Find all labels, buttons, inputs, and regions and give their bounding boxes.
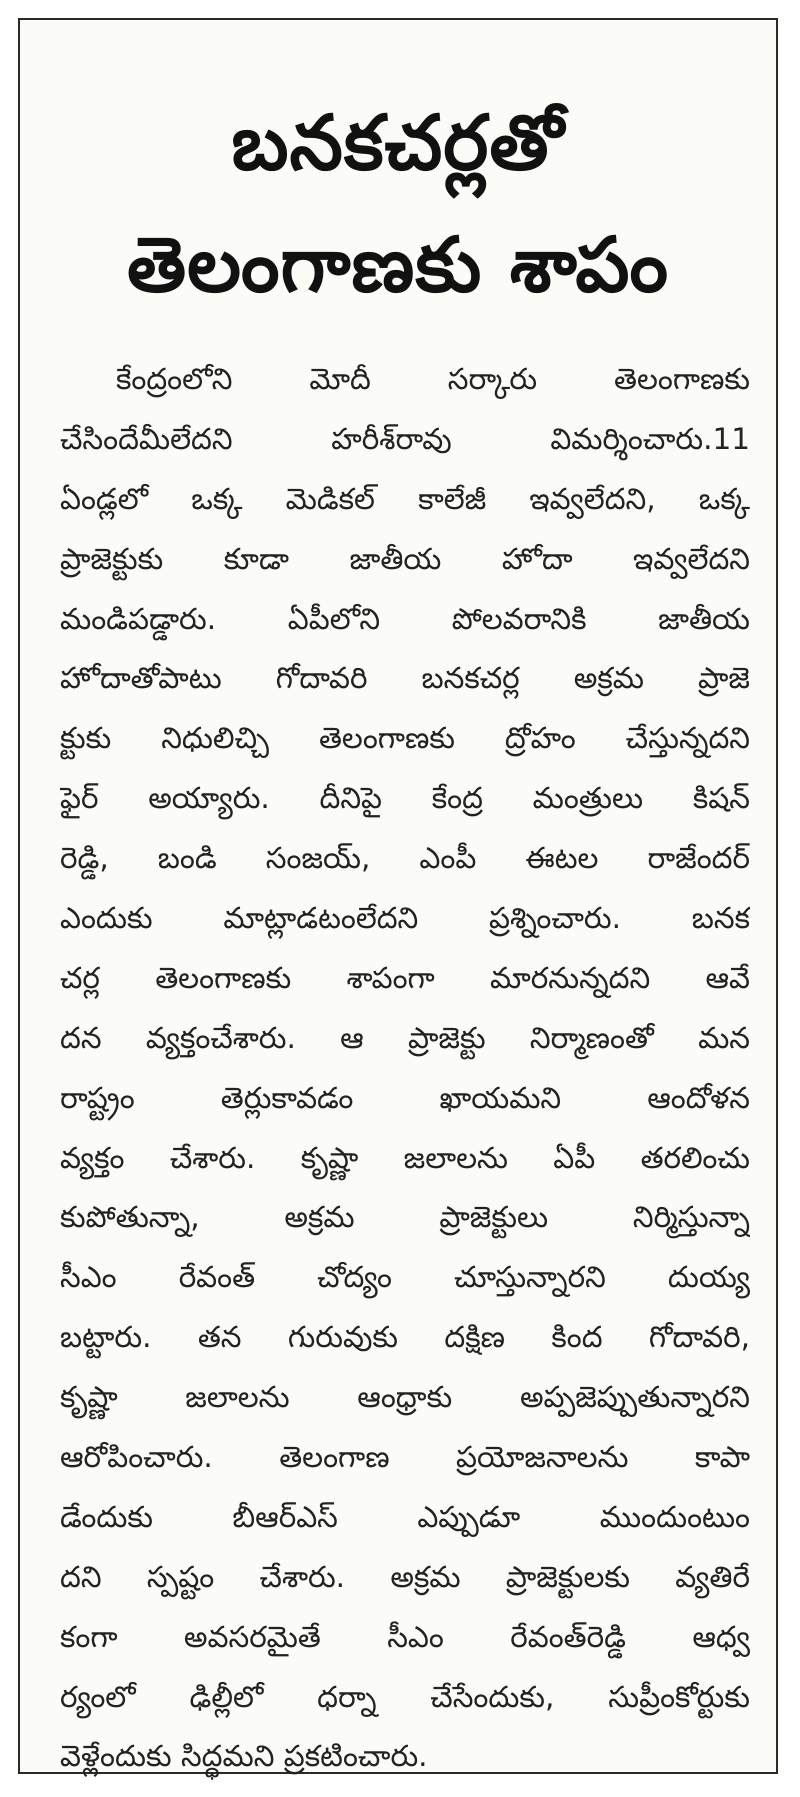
body-line: రాష్ట్రం తెర్లుకావడం ఖాయమని ఆందోళన xyxy=(60,1080,750,1115)
body-line: వెళ్లేందుకు సిద్ధమని ప్రకటించారు. xyxy=(60,1739,428,1774)
body-line: ఎందుకు మాట్లాడటంలేదని ప్రశ్నించారు. బనక xyxy=(60,901,750,936)
body-line: డేందుకు బీఆర్ఎస్ ఎప్పుడూ ముందుంటుం xyxy=(60,1499,750,1534)
body-line: రెడ్డి, బండి సంజయ్, ఎంపీ ఈటల రాజేందర్ xyxy=(60,841,750,876)
body-line: కంగా అవసరమైతే సీఎం రేవంత్‌రెడ్డి ఆధ్వ xyxy=(60,1619,750,1654)
body-line: ర్యంలో ఢిల్లీలో ధర్నా చేసేందుకు, సుప్రీంకోర్టుకు xyxy=(60,1679,750,1714)
news-clipping xyxy=(18,18,778,1774)
body-line: హోదాతోపాటు గోదావరి బనకచర్ల అక్రమ ప్రాజె xyxy=(60,661,750,696)
body-line: క్టుకు నిధులిచ్చి తెలంగాణకు ద్రోహం చేస్తున్నదని xyxy=(60,721,750,756)
body-line: దన వ్యక్తంచేశారు. ఆ ప్రాజెక్టు నిర్మాణంతో మన xyxy=(60,1020,750,1055)
headline-line-1: బనకచర్లతో xyxy=(231,98,565,187)
body-line: కుపోతున్నా, అక్రమ ప్రాజెక్టులు నిర్మిస్తున్నా xyxy=(60,1200,750,1235)
body-line: ప్రాజెక్టుకు కూడా జాతీయ హోదా ఇవ్వలేదని xyxy=(60,541,750,576)
headline-line-2: తెలంగాణకు శాపం xyxy=(127,220,669,309)
body-line: ఏండ్లలో ఒక్క మెడికల్ కాలేజీ ఇవ్వలేదని, ఒక్క xyxy=(60,481,750,516)
body-line: వ్యక్తం చేశారు. కృష్ణా జలాలను ఏపీ తరలించు xyxy=(60,1140,750,1175)
body-line: చర్ల తెలంగాణకు శాపంగా మారనున్నదని ఆవే xyxy=(60,960,750,995)
body-line: చేసిందేమీలేదని హరీశ్‌రావు విమర్శించారు.11 xyxy=(60,421,750,456)
body-line: సీఎం రేవంత్ చోద్యం చూస్తున్నారని దుయ్య xyxy=(60,1260,750,1295)
article-body xyxy=(60,350,750,1787)
body-line: దని స్పష్టం చేశారు. అక్రమ ప్రాజెక్టులకు వ్యతిరే xyxy=(60,1559,750,1594)
body-line: ఫైర్ అయ్యారు. దీనిపై కేంద్ర మంత్రులు కిషన్ xyxy=(60,781,750,816)
body-line: కేంద్రంలోని మోదీ సర్కారు తెలంగాణకు xyxy=(116,362,750,396)
body-line: ఆరోపించారు. తెలంగాణ ప్రయోజనాలను కాపా xyxy=(60,1440,750,1475)
body-line: మండిపడ్డారు. ఏపీలోని పోలవరానికి జాతీయ xyxy=(60,601,750,636)
headline xyxy=(20,20,776,326)
body-line: కృష్ణా జలాలను ఆంధ్రాకు అప్పజెప్పుతున్నారని xyxy=(60,1380,750,1415)
body-line: బట్టారు. తన గురువుకు దక్షిణ కింద గోదావరి, xyxy=(60,1320,750,1355)
